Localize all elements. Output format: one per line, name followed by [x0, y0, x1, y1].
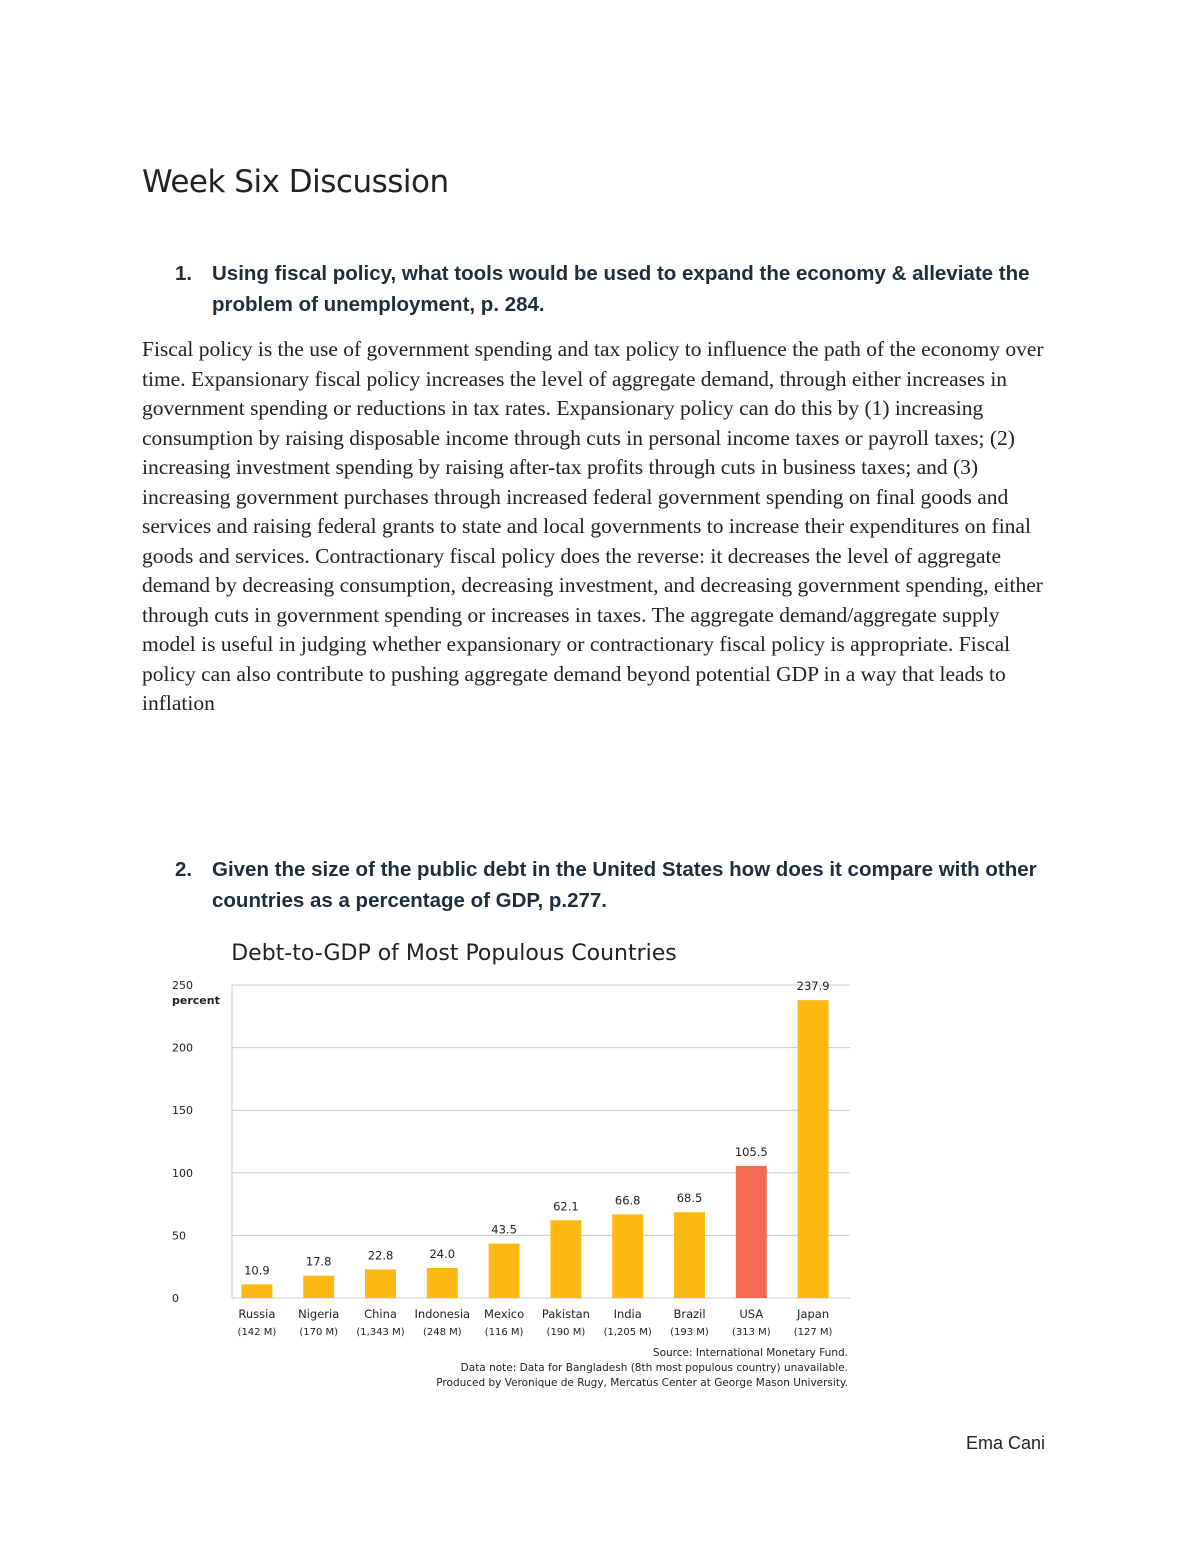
bar-usa	[736, 1166, 767, 1298]
category-label-mexico: Mexico	[484, 1307, 525, 1321]
category-label-nigeria: Nigeria	[298, 1307, 340, 1321]
y-tick-label: 50	[172, 1229, 186, 1243]
population-label-china: (1,343 M)	[356, 1327, 405, 1338]
bar-china	[365, 1269, 396, 1298]
y-tick-label: 0	[172, 1292, 179, 1305]
category-label-russia: Russia	[238, 1307, 276, 1321]
bar-pakistan	[550, 1220, 581, 1298]
bar-india	[612, 1214, 643, 1298]
bar-mexico	[489, 1244, 520, 1298]
chart-svg	[160, 930, 860, 1400]
value-label-brazil: 68.5	[676, 1191, 703, 1206]
debt-to-gdp-chart	[160, 930, 860, 1400]
question-2-text: Given the size of the public debt in the United States how does it compare with other countries as a percentage of GDP, p.277.	[212, 858, 1037, 912]
chart-y-axis	[172, 979, 232, 1305]
value-label-nigeria: 17.8	[305, 1254, 332, 1269]
question-2	[175, 854, 1055, 916]
category-label-china: China	[364, 1307, 397, 1321]
source-note: Source: International Monetary Fund.	[652, 1347, 848, 1359]
y-tick-label: 200	[172, 1041, 193, 1055]
population-label-pakistan: (190 M)	[546, 1327, 586, 1338]
question-2-number: 2.	[175, 858, 193, 881]
value-label-pakistan: 62.1	[553, 1199, 579, 1214]
value-label-indonesia: 24.0	[429, 1246, 456, 1261]
question-1	[175, 258, 1055, 320]
category-label-pakistan: Pakistan	[541, 1307, 590, 1321]
y-tick-label: 150	[172, 1104, 193, 1118]
chart-title: Debt-to-GDP of Most Populous Countries	[231, 941, 677, 966]
bar-russia	[241, 1284, 272, 1298]
y-axis-unit-label: percent	[172, 994, 220, 1007]
chart-source-notes	[436, 1347, 848, 1389]
value-label-india: 66.8	[614, 1193, 641, 1208]
source-note: Data note: Data for Bangladesh (8th most populous country) unavailable.	[460, 1362, 848, 1374]
category-label-usa: USA	[739, 1307, 764, 1321]
value-label-mexico: 43.5	[491, 1222, 517, 1237]
value-label-usa: 105.5	[734, 1144, 768, 1159]
author-name: Ema Cani	[966, 1433, 1046, 1453]
y-tick-label: 250	[172, 979, 193, 992]
population-label-usa: (313 M)	[731, 1327, 771, 1338]
population-label-japan: (127 M)	[793, 1327, 833, 1338]
question-1-text: Using fiscal policy, what tools would be used to expand the economy & alleviate the problem of unemployment, p. 284.	[212, 262, 1030, 316]
y-tick-label: 100	[172, 1166, 193, 1180]
population-label-brazil: (193 M)	[670, 1327, 709, 1338]
category-label-indonesia: Indonesia	[414, 1307, 471, 1321]
bar-japan	[798, 1000, 829, 1298]
value-label-china: 22.8	[367, 1248, 394, 1263]
population-label-india: (1,205 M)	[603, 1327, 652, 1338]
page-title: Week Six Discussion	[142, 164, 449, 200]
population-label-nigeria: (170 M)	[299, 1327, 339, 1338]
category-label-brazil: Brazil	[673, 1307, 706, 1321]
population-label-russia: (142 M)	[237, 1327, 277, 1338]
population-label-indonesia: (248 M)	[422, 1327, 462, 1338]
bar-brazil	[674, 1212, 705, 1298]
bar-nigeria	[303, 1276, 334, 1298]
question-1-number: 1.	[175, 262, 193, 285]
population-label-mexico: (116 M)	[484, 1327, 524, 1338]
source-note: Produced by Veronique de Rugy, Mercatus Center at George Mason University.	[436, 1377, 848, 1389]
category-label-india: India	[613, 1307, 642, 1321]
value-label-japan: 237.9	[796, 979, 830, 994]
category-label-japan: Japan	[797, 1307, 830, 1321]
value-label-russia: 10.9	[244, 1263, 270, 1278]
answer-1-paragraph: Fiscal policy is the use of government spending and tax policy to influence the path of the economy over time. Expansionary fiscal policy increases the level of aggregate demand, through either increases in government spending or reductions in tax rates. Expansionary policy can do this by (1) increasing consumption by raising disposable income through cuts in personal income taxes or payroll taxes; (2) increasing investment spending by raising after-tax profits through cuts in business taxes; and (3) increasing government purchases through increased federal government spending on final goods and services and raising federal grants to state and local governments to increase their expenditures on final goods and services. Contractionary fiscal policy does the reverse: it decreases the level of aggregate demand by decreasing consumption, decreasing investment, and decreasing government spending, either through cuts in government spending or increases in taxes. The aggregate demand/aggregate supply model is useful in judging whether expansionary or contractionary fiscal policy is appropriate. Fiscal policy can also contribute to pushing aggregate demand beyond potential GDP in a way that leads to inflation	[142, 337, 1044, 715]
bar-indonesia	[427, 1268, 458, 1298]
